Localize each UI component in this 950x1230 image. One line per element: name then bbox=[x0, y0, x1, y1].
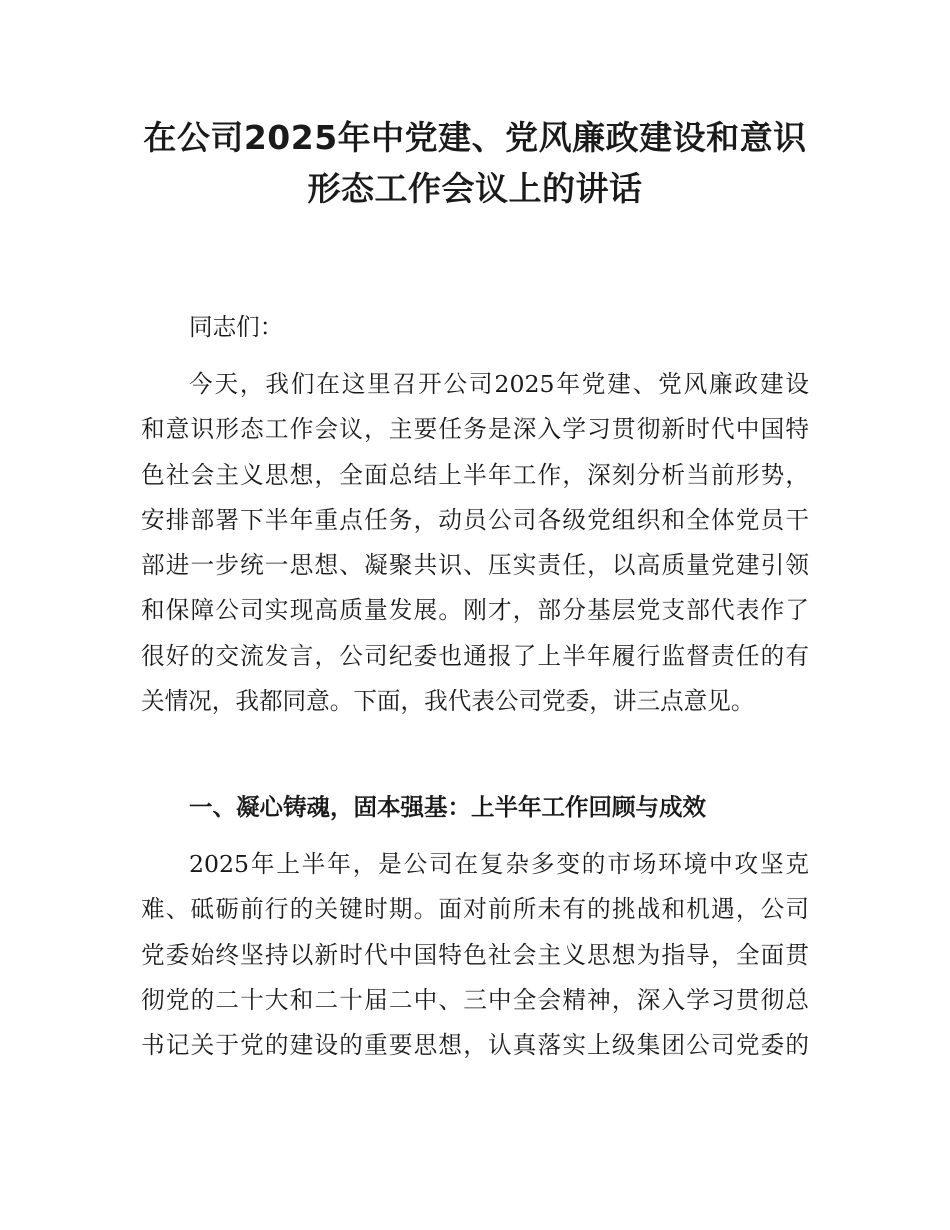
paragraph-line: 书记关于党的建设的重要思想，认真落实上级集团公司党委的 bbox=[141, 1031, 809, 1060]
paragraph-line: 难、砥砺前行的关键时期。面对前所未有的挑战和机遇，公司 bbox=[141, 895, 809, 924]
paragraph-line: 2025年上半年，是公司在复杂多变的市场环境中攻坚克 bbox=[189, 850, 809, 878]
paragraph-line: 今天，我们在这里召开公司2025年党建、党风廉政建设 bbox=[189, 370, 809, 398]
section-heading-1: 一、凝心铸魂，固本强基：上半年工作回顾与成效 bbox=[189, 793, 706, 821]
title-line-2: 形态工作会议上的讲话 bbox=[307, 169, 643, 208]
paragraph-line: 和意识形态工作会议，主要任务是深入学习贯彻新时代中国特 bbox=[141, 415, 809, 444]
paragraph-line: 彻党的二十大和二十届二中、三中全会精神，深入学习贯彻总 bbox=[141, 985, 809, 1014]
paragraph-line: 党委始终坚持以新时代中国特色社会主义思想为指导，全面贯 bbox=[141, 940, 809, 969]
paragraph-line: 部进一步统一思想、凝聚共识、压实责任，以高质量党建引领 bbox=[141, 551, 809, 580]
paragraph-line: 色社会主义思想，全面总结上半年工作，深刻分析当前形势， bbox=[141, 460, 809, 489]
paragraph-line: 和保障公司实现高质量发展。刚才，部分基层党支部代表作了 bbox=[141, 596, 809, 625]
paragraph-opening bbox=[141, 362, 809, 724]
paragraph-line: 关情况，我都同意。下面，我代表公司党委，讲三点意见。 bbox=[141, 687, 755, 716]
document-title bbox=[140, 112, 810, 214]
paragraph-line: 很好的交流发言，公司纪委也通报了上半年履行监督责任的有 bbox=[141, 641, 809, 670]
paragraph-section1 bbox=[141, 842, 809, 1068]
paragraph-line: 安排部署下半年重点任务，动员公司各级党组织和全体党员干 bbox=[141, 505, 809, 534]
salutation: 同志们： bbox=[189, 313, 284, 341]
title-line-1: 在公司2025年中党建、党风廉政建设和意识 bbox=[143, 118, 807, 157]
